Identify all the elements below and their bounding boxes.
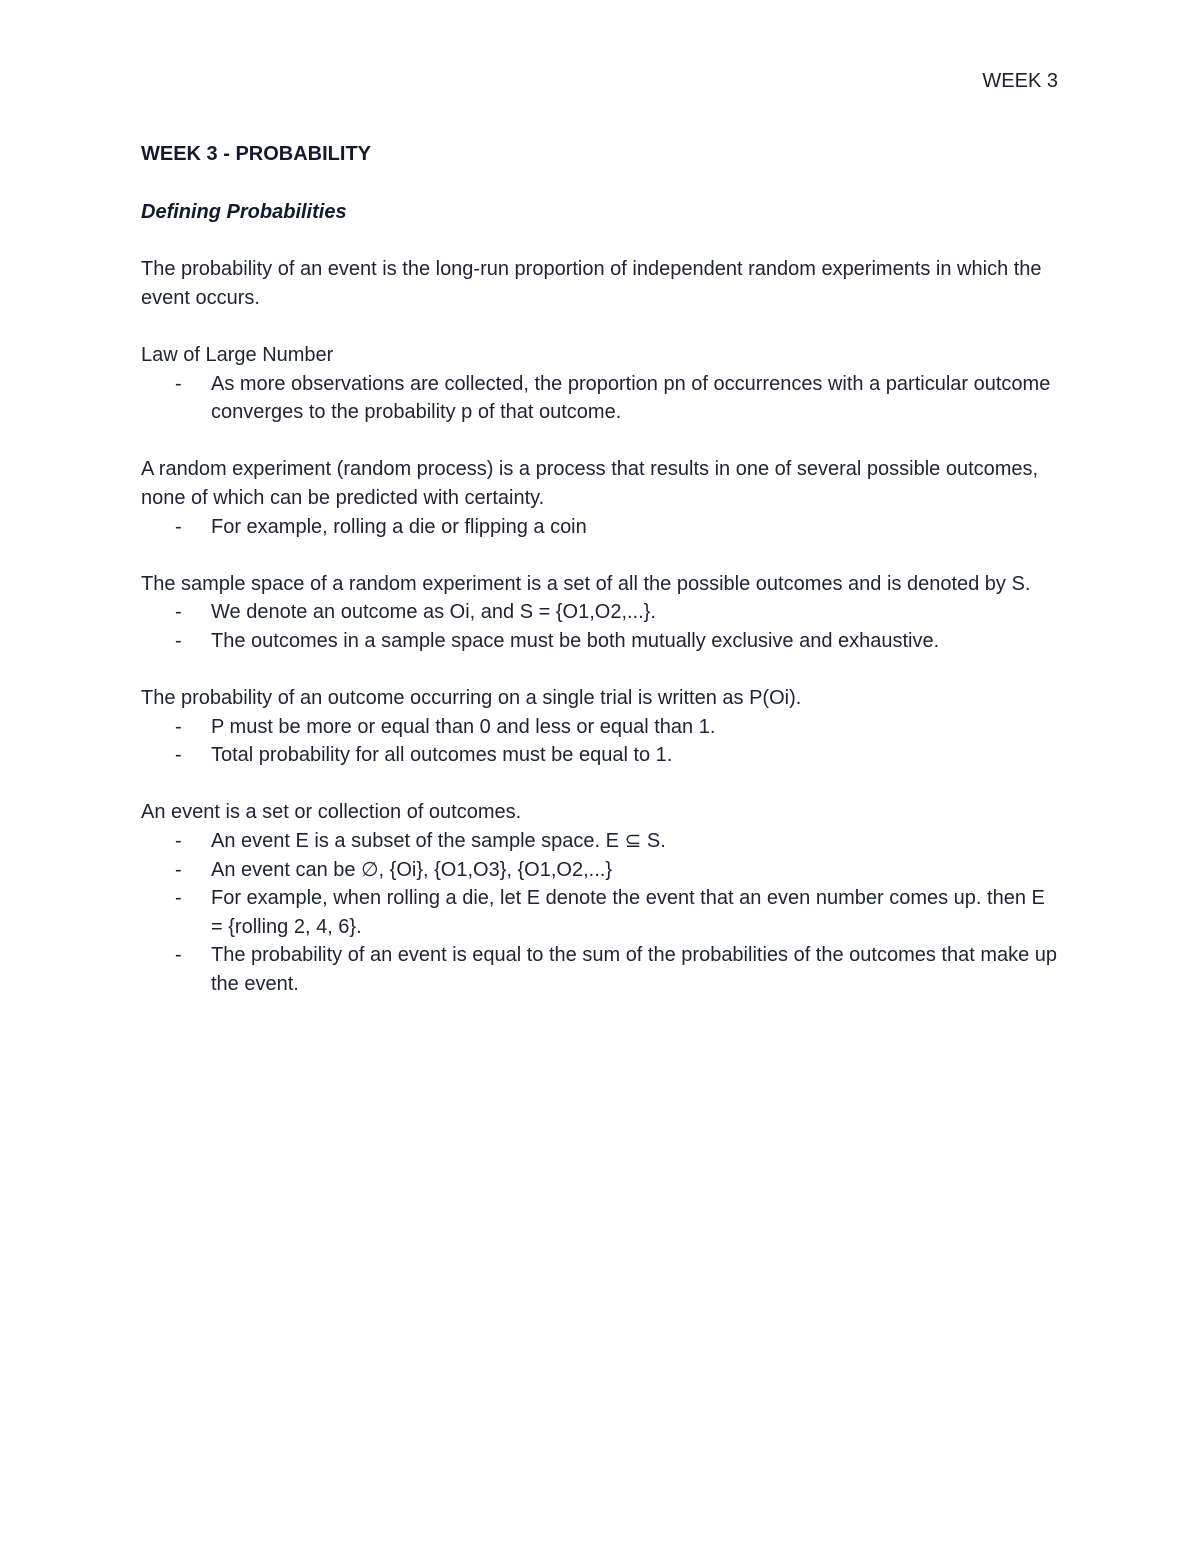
list-item [141,941,1061,998]
document-body [141,140,1061,999]
bullet-text: As more observations are collected, the proportion pn of occurrences with a particular outcome converges to the probability p of that outcome. [211,372,1051,424]
outcome-probability-paragraph: The probability of an outcome occurring on a single trial is written as P(Oi). [141,687,802,710]
bullet-dash: - [175,944,182,967]
event-paragraph: An event is a set or collection of outcomes. [141,801,522,824]
bullet-dash: - [175,515,182,538]
bullet-dash: - [175,601,182,624]
bullet-dash: - [175,830,182,853]
page-title: WEEK 3 - PROBABILITY [141,143,372,165]
bullet-text: An event E is a subset of the sample space. E ⊆ S. [211,830,666,853]
list-item [141,370,1061,427]
list-item [141,856,1061,885]
bullet-text: P must be more or equal than 0 and less or equal than 1. [211,715,716,738]
bullet-text: For example, rolling a die or flipping a coin [211,515,587,538]
outcome-probability-bullet-list [141,713,1061,770]
bullet-dash: - [175,372,182,395]
list-item [141,741,1061,770]
running-header: WEEK 3 [982,70,1058,92]
random-experiment-bullet-list [141,513,1061,542]
list-item [141,513,1061,542]
list-item [141,713,1061,742]
bullet-text: An event can be ∅, {Oi}, {O1,O3}, {O1,O2,...} [211,858,613,881]
bullet-dash: - [175,887,182,910]
bullet-text: We denote an outcome as Oi, and S = {O1,O2,...}. [211,601,656,624]
bullet-text: The probability of an event is equal to the sum of the probabilities of the outcomes that make up the event. [211,944,1058,996]
event-bullet-list [141,827,1061,999]
sample-space-paragraph: The sample space of a random experiment is a set of all the possible outcomes and is denoted by S. [141,572,1031,595]
bullet-text: For example, when rolling a die, let E denote the event that an even number comes up. then E = {rolling 2, 4, 6}. [211,887,1045,938]
law-bullet-list [141,370,1061,427]
bullet-text: Total probability for all outcomes must be equal to 1. [211,744,673,767]
bullet-dash: - [175,744,182,767]
bullet-dash: - [175,715,182,738]
bullet-dash: - [175,858,182,881]
law-heading: Law of Large Number [141,343,334,366]
random-experiment-paragraph: A random experiment (random process) is a process that results in one of several possible outcomes, none of which can be predicted with certainty. [141,458,1039,509]
list-item [141,884,1061,941]
list-item [141,627,1061,656]
list-item [141,827,1061,856]
list-item [141,598,1061,627]
section-heading: Defining Probabilities [141,200,347,223]
bullet-text: The outcomes in a sample space must be both mutually exclusive and exhaustive. [211,629,940,652]
sample-space-bullet-list [141,598,1061,655]
intro-paragraph: The probability of an event is the long-run proportion of independent random experiments in which the event occurs. [141,258,1042,309]
bullet-dash: - [175,629,182,652]
